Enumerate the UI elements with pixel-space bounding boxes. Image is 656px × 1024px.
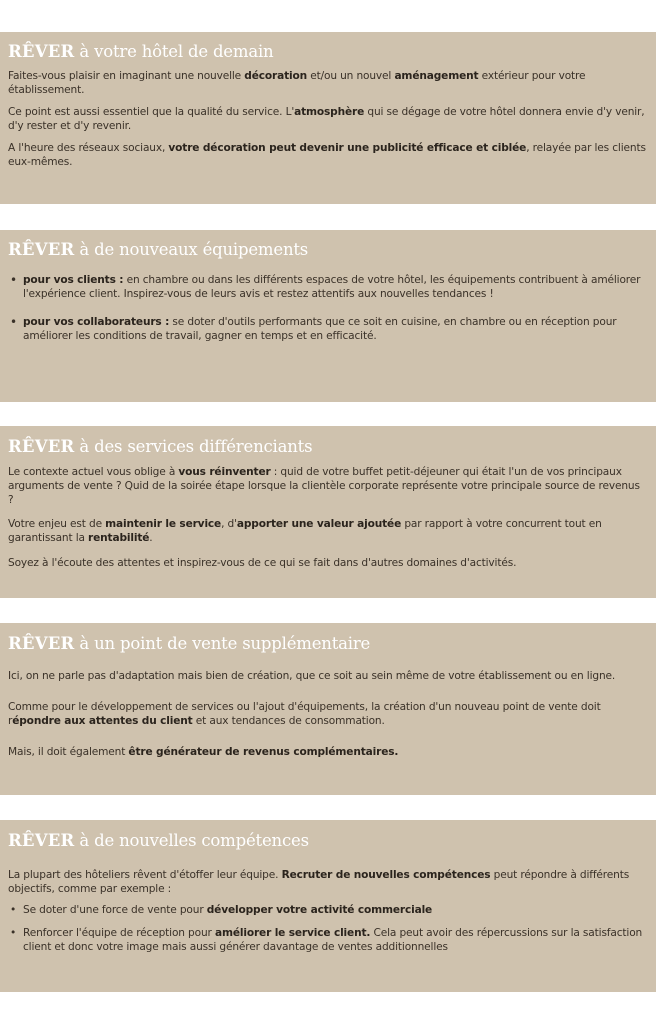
paragraph: Ici, on ne parle pas d'adaptation mais bien de création, que ce soit au sein même de votre établissement ou en ligne. [8, 670, 616, 682]
section-title: RÊVER à un point de vente supplémentaire [8, 634, 371, 653]
paragraph: La plupart des hôteliers rêvent d'étoffer leur équipe. Recruter de nouvelles compétences peut répondre à différents objectifs, comme par exemple : [8, 869, 630, 895]
paragraph: Votre enjeu est de maintenir le service, d'apporter une valeur ajoutée par rapport à votre concurrent tout en garantissant la rentabilité. [8, 518, 602, 544]
paragraph: Faites-vous plaisir en imaginant une nouvelle décoration et/ou un nouvel aménagement extérieur pour votre établissement. [8, 70, 586, 96]
list-item: • pour vos clients : en chambre ou dans les différents espaces de votre hôtel, les équipements contribuent à améliorer l'expérience client. Inspirez-vous de leurs avis et restez attentifs aux nouvelles tendances ! [8, 273, 648, 301]
list-item: • Renforcer l'équipe de réception pour améliorer le service client. Cela peut avoir des répercussions sur la satisfaction client et donc votre image mais aussi générer davantage de ventes additionnelles [8, 926, 648, 954]
bullet-list [8, 273, 648, 343]
section-title: RÊVER à de nouveaux équipements [8, 240, 309, 259]
section-votre-hotel-de-demain [0, 32, 656, 204]
paragraph: Ce point est aussi essentiel que la qualité du service. L'atmosphère qui se dégage de votre hôtel donnera envie d'y venir, d'y rester et d'y revenir. [8, 106, 645, 132]
section-services-differenciants [0, 426, 656, 598]
list-item: • pour vos collaborateurs : se doter d'outils performants que ce soit en cuisine, en chambre ou en réception pour améliorer les conditions de travail, gagner en temps et en efficacité. [8, 315, 648, 343]
list-item: • Se doter d'une force de vente pour développer votre activité commerciale [8, 903, 648, 917]
section-title: RÊVER à des services différenciants [8, 437, 313, 456]
section-nouvelles-competences [0, 820, 656, 992]
section-title: RÊVER à de nouvelles compétences [8, 831, 309, 850]
paragraph: Soyez à l'écoute des attentes et inspirez-vous de ce qui se fait dans d'autres domaines d'activités. [8, 557, 517, 569]
section-title: RÊVER à votre hôtel de demain [8, 42, 274, 61]
section-nouveaux-equipements [0, 230, 656, 402]
paragraph: Le contexte actuel vous oblige à vous réinventer : quid de votre buffet petit-déjeuner qui était l'un de vos principaux arguments de vente ? Quid de la soirée étape lorsque la clientèle corporate représente votre principale source de revenus ? [8, 466, 640, 506]
section-point-de-vente [0, 623, 656, 795]
paragraph: Comme pour le développement de services ou l'ajout d'équipements, la création d'un nouveau point de vente doit répondre aux attentes du client et aux tendances de consommation. [8, 701, 601, 727]
bullet-list [8, 903, 648, 954]
paragraph: Mais, il doit également être générateur de revenus complémentaires. [8, 746, 399, 758]
paragraph: A l'heure des réseaux sociaux, votre décoration peut devenir une publicité efficace et ciblée, relayée par les clients eux-mêmes. [8, 142, 646, 168]
